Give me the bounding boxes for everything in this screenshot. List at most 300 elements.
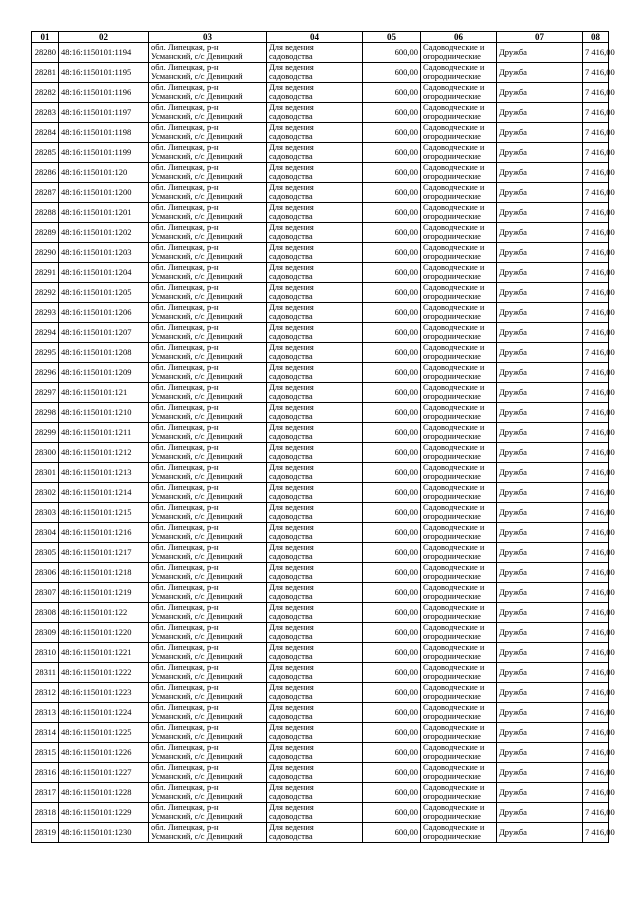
value-cell: 7 416,00 [583,723,609,743]
category-line: огороднические [423,531,481,541]
area-cell: 600,00 [363,523,421,543]
permitted-use-line: Для ведения [269,542,314,552]
row-number: 28298 [32,403,59,423]
value-cell: 7 416,00 [583,463,609,483]
name-cell: Дружба [497,83,583,103]
row-number: 28292 [32,283,59,303]
name-cell: Дружба [497,683,583,703]
value-cell: 7 416,00 [583,83,609,103]
address-line: обл. Липецкая, р-н [151,702,219,712]
row-number: 28295 [32,343,59,363]
table-row [32,823,609,843]
row-number: 28315 [32,743,59,763]
name-cell: Дружба [497,483,583,503]
column-header: 03 [149,32,267,43]
cadastral-number: 48:16:1150101:1205 [59,283,149,303]
value-cell: 7 416,00 [583,303,609,323]
address-cell [149,663,267,683]
cadastral-number: 48:16:1150101:1208 [59,343,149,363]
value-cell: 7 416,00 [583,263,609,283]
name-cell: Дружба [497,823,583,843]
address-line: Усманский, с/с Девицкий [151,571,243,581]
address-cell [149,163,267,183]
value-cell: 7 416,00 [583,343,609,363]
permitted-use-line: садоводства [269,651,313,661]
address-cell [149,483,267,503]
address-line: Усманский, с/с Девицкий [151,331,243,341]
area-cell: 600,00 [363,303,421,323]
permitted-use-line: Для ведения [269,242,314,252]
cadastral-number: 48:16:1150101:1219 [59,583,149,603]
category-line: Садоводческие и [423,462,485,472]
name-cell: Дружба [497,603,583,623]
permitted-use-cell [267,823,363,843]
permitted-use-line: садоводства [269,611,313,621]
category-line: огороднические [423,111,481,121]
category-line: Садоводческие и [423,762,485,772]
address-line: Усманский, с/с Девицкий [151,51,243,61]
permitted-use-line: Для ведения [269,562,314,572]
category-cell [421,683,497,703]
category-line: огороднические [423,51,481,61]
address-line: Усманский, с/с Девицкий [151,451,243,461]
row-number: 28313 [32,703,59,723]
name-cell: Дружба [497,383,583,403]
category-cell [421,163,497,183]
table-row [32,443,609,463]
address-line: Усманский, с/с Девицкий [151,391,243,401]
address-line: обл. Липецкая, р-н [151,102,219,112]
address-line: Усманский, с/с Девицкий [151,111,243,121]
name-cell: Дружба [497,583,583,603]
row-number: 28288 [32,203,59,223]
area-cell: 600,00 [363,543,421,563]
cadastral-number: 48:16:1150101:1210 [59,403,149,423]
name-cell: Дружба [497,203,583,223]
permitted-use-cell [267,343,363,363]
name-cell: Дружба [497,443,583,463]
category-line: огороднические [423,91,481,101]
address-line: обл. Липецкая, р-н [151,482,219,492]
address-line: Усманский, с/с Девицкий [151,371,243,381]
cadastral-number: 48:16:1150101:1209 [59,363,149,383]
value-cell: 7 416,00 [583,543,609,563]
category-cell [421,123,497,143]
category-line: Садоводческие и [423,362,485,372]
address-line: обл. Липецкая, р-н [151,542,219,552]
cadastral-number: 48:16:1150101:1213 [59,463,149,483]
table-row [32,643,609,663]
category-line: огороднические [423,751,481,761]
value-cell: 7 416,00 [583,183,609,203]
address-cell [149,123,267,143]
name-cell: Дружба [497,263,583,283]
permitted-use-cell [267,743,363,763]
area-cell: 600,00 [363,243,421,263]
address-cell [149,623,267,643]
permitted-use-cell [267,283,363,303]
value-cell: 7 416,00 [583,563,609,583]
address-cell [149,383,267,403]
table-row [32,423,609,443]
permitted-use-line: Для ведения [269,602,314,612]
cadastral-number: 48:16:1150101:1218 [59,563,149,583]
cadastral-number: 48:16:1150101:1214 [59,483,149,503]
area-cell: 600,00 [363,183,421,203]
value-cell: 7 416,00 [583,403,609,423]
area-cell: 600,00 [363,143,421,163]
cadastral-number: 48:16:1150101:1203 [59,243,149,263]
category-line: Садоводческие и [423,542,485,552]
address-line: обл. Липецкая, р-н [151,562,219,572]
category-line: Садоводческие и [423,162,485,172]
permitted-use-line: Для ведения [269,302,314,312]
category-cell [421,263,497,283]
category-cell [421,803,497,823]
area-cell: 600,00 [363,643,421,663]
permitted-use-line: Для ведения [269,522,314,532]
address-cell [149,763,267,783]
permitted-use-line: Для ведения [269,122,314,132]
address-line: обл. Липецкая, р-н [151,322,219,332]
permitted-use-cell [267,723,363,743]
row-number: 28302 [32,483,59,503]
permitted-use-line: Для ведения [269,362,314,372]
permitted-use-line: Для ведения [269,382,314,392]
category-line: огороднические [423,171,481,181]
area-cell: 600,00 [363,163,421,183]
column-header: 07 [497,32,583,43]
permitted-use-line: садоводства [269,371,313,381]
permitted-use-line: садоводства [269,291,313,301]
row-number: 28296 [32,363,59,383]
address-line: Усманский, с/с Девицкий [151,791,243,801]
value-cell: 7 416,00 [583,703,609,723]
category-cell [421,483,497,503]
permitted-use-cell [267,163,363,183]
permitted-use-cell [267,603,363,623]
area-cell: 600,00 [363,223,421,243]
category-line: Садоводческие и [423,422,485,432]
area-cell: 600,00 [363,123,421,143]
table-row [32,503,609,523]
category-line: Садоводческие и [423,342,485,352]
row-number: 28287 [32,183,59,203]
address-line: обл. Липецкая, р-н [151,222,219,232]
permitted-use-line: садоводства [269,671,313,681]
category-line: Садоводческие и [423,182,485,192]
address-line: Усманский, с/с Девицкий [151,471,243,481]
address-line: обл. Липецкая, р-н [151,122,219,132]
row-number: 28309 [32,623,59,643]
permitted-use-cell [267,543,363,563]
value-cell: 7 416,00 [583,423,609,443]
table-row [32,243,609,263]
category-cell [421,43,497,63]
category-cell [421,583,497,603]
address-line: Усманский, с/с Девицкий [151,71,243,81]
permitted-use-line: садоводства [269,231,313,241]
address-line: Усманский, с/с Девицкий [151,231,243,241]
land-plots-table [31,31,615,843]
category-line: Садоводческие и [423,42,485,52]
category-cell [421,403,497,423]
category-cell [421,203,497,223]
permitted-use-line: садоводства [269,751,313,761]
category-cell [421,663,497,683]
area-cell: 600,00 [363,503,421,523]
name-cell: Дружба [497,723,583,743]
permitted-use-line: Для ведения [269,42,314,52]
category-cell [421,463,497,483]
table-row [32,363,609,383]
row-number: 28294 [32,323,59,343]
table-row [32,683,609,703]
table-row [32,103,609,123]
value-cell: 7 416,00 [583,323,609,343]
address-cell [149,303,267,323]
name-cell: Дружба [497,223,583,243]
category-line: огороднические [423,131,481,141]
category-line: Садоводческие и [423,642,485,652]
permitted-use-line: садоводства [269,811,313,821]
category-cell [421,723,497,743]
address-line: Усманский, с/с Девицкий [151,551,243,561]
cadastral-number: 48:16:1150101:1200 [59,183,149,203]
name-cell: Дружба [497,763,583,783]
permitted-use-line: садоводства [269,311,313,321]
category-cell [421,643,497,663]
address-line: обл. Липецкая, р-н [151,722,219,732]
address-cell [149,803,267,823]
permitted-use-cell [267,503,363,523]
permitted-use-cell [267,223,363,243]
area-cell: 600,00 [363,683,421,703]
permitted-use-line: садоводства [269,131,313,141]
value-cell: 7 416,00 [583,683,609,703]
name-cell: Дружба [497,543,583,563]
permitted-use-line: Для ведения [269,722,314,732]
category-line: Садоводческие и [423,662,485,672]
address-cell [149,343,267,363]
category-line: огороднические [423,371,481,381]
category-line: Садоводческие и [423,82,485,92]
permitted-use-line: садоводства [269,191,313,201]
address-line: обл. Липецкая, р-н [151,342,219,352]
category-line: огороднические [423,571,481,581]
address-cell [149,603,267,623]
address-cell [149,563,267,583]
category-cell [421,763,497,783]
permitted-use-line: садоводства [269,251,313,261]
permitted-use-line: садоводства [269,471,313,481]
area-cell: 600,00 [363,603,421,623]
permitted-use-line: Для ведения [269,482,314,492]
address-line: Усманский, с/с Девицкий [151,831,243,841]
area-cell: 600,00 [363,323,421,343]
permitted-use-line: Для ведения [269,322,314,332]
table-row [32,463,609,483]
name-cell: Дружба [497,363,583,383]
category-line: огороднические [423,411,481,421]
area-cell: 600,00 [363,663,421,683]
permitted-use-line: садоводства [269,531,313,541]
area-cell: 600,00 [363,263,421,283]
category-cell [421,703,497,723]
area-cell: 600,00 [363,343,421,363]
category-line: огороднические [423,191,481,201]
address-cell [149,243,267,263]
cadastral-number: 48:16:1150101:1217 [59,543,149,563]
value-cell: 7 416,00 [583,363,609,383]
category-cell [421,523,497,543]
address-cell [149,523,267,543]
permitted-use-cell [267,383,363,403]
table-row [32,663,609,683]
address-line: обл. Липецкая, р-н [151,442,219,452]
address-line: обл. Липецкая, р-н [151,302,219,312]
address-line: обл. Липецкая, р-н [151,502,219,512]
address-line: обл. Липецкая, р-н [151,802,219,812]
address-line: Усманский, с/с Девицкий [151,811,243,821]
category-line: Садоводческие и [423,802,485,812]
category-line: огороднические [423,471,481,481]
cadastral-number: 48:16:1150101:1228 [59,783,149,803]
table-row [32,303,609,323]
category-line: Садоводческие и [423,442,485,452]
column-header: 05 [363,32,421,43]
category-line: Садоводческие и [423,242,485,252]
category-line: Садоводческие и [423,102,485,112]
address-line: обл. Липецкая, р-н [151,462,219,472]
value-cell: 7 416,00 [583,103,609,123]
category-line: огороднические [423,231,481,241]
permitted-use-line: садоводства [269,631,313,641]
cadastral-number: 48:16:1150101:1198 [59,123,149,143]
address-line: обл. Липецкая, р-н [151,402,219,412]
permitted-use-line: Для ведения [269,642,314,652]
permitted-use-cell [267,663,363,683]
permitted-use-cell [267,563,363,583]
permitted-use-line: садоводства [269,91,313,101]
address-line: Усманский, с/с Девицкий [151,411,243,421]
row-number: 28303 [32,503,59,523]
permitted-use-cell [267,443,363,463]
value-cell: 7 416,00 [583,583,609,603]
address-cell [149,83,267,103]
value-cell: 7 416,00 [583,643,609,663]
name-cell: Дружба [497,323,583,343]
value-cell: 7 416,00 [583,803,609,823]
value-cell: 7 416,00 [583,223,609,243]
address-line: обл. Липецкая, р-н [151,362,219,372]
cadastral-number: 48:16:1150101:1206 [59,303,149,323]
category-cell [421,503,497,523]
address-cell [149,743,267,763]
cadastral-number: 48:16:1150101:1223 [59,683,149,703]
category-line: огороднические [423,251,481,261]
register-page [31,31,615,843]
table-row [32,483,609,503]
address-line: обл. Липецкая, р-н [151,762,219,772]
value-cell: 7 416,00 [583,283,609,303]
name-cell: Дружба [497,623,583,643]
row-number: 28308 [32,603,59,623]
area-cell: 600,00 [363,63,421,83]
name-cell: Дружба [497,563,583,583]
category-line: Садоводческие и [423,402,485,412]
table-row [32,63,609,83]
address-cell [149,683,267,703]
category-cell [421,143,497,163]
address-cell [149,723,267,743]
permitted-use-cell [267,303,363,323]
cadastral-number: 48:16:1150101:1227 [59,763,149,783]
table-row [32,623,609,643]
permitted-use-cell [267,63,363,83]
address-cell [149,263,267,283]
name-cell: Дружба [497,43,583,63]
area-cell: 600,00 [363,283,421,303]
category-line: огороднические [423,651,481,661]
name-cell: Дружба [497,243,583,263]
category-line: Садоводческие и [423,262,485,272]
permitted-use-cell [267,683,363,703]
category-line: Садоводческие и [423,602,485,612]
address-line: обл. Липецкая, р-н [151,382,219,392]
value-cell: 7 416,00 [583,123,609,143]
row-number: 28293 [32,303,59,323]
address-line: Усманский, с/с Девицкий [151,771,243,781]
address-line: обл. Липецкая, р-н [151,622,219,632]
category-cell [421,743,497,763]
row-number: 28283 [32,103,59,123]
permitted-use-cell [267,783,363,803]
area-cell: 600,00 [363,43,421,63]
permitted-use-line: садоводства [269,151,313,161]
address-line: Усманский, с/с Девицкий [151,611,243,621]
address-cell [149,143,267,163]
area-cell: 600,00 [363,803,421,823]
category-cell [421,103,497,123]
table-row [32,383,609,403]
row-number: 28286 [32,163,59,183]
area-cell: 600,00 [363,723,421,743]
permitted-use-line: Для ведения [269,402,314,412]
category-line: огороднические [423,691,481,701]
permitted-use-line: садоводства [269,51,313,61]
permitted-use-line: Для ведения [269,462,314,472]
cadastral-number: 48:16:1150101:1207 [59,323,149,343]
name-cell: Дружба [497,403,583,423]
row-number: 28307 [32,583,59,603]
permitted-use-line: садоводства [269,451,313,461]
address-cell [149,643,267,663]
permitted-use-line: Для ведения [269,282,314,292]
category-line: Садоводческие и [423,482,485,492]
category-cell [421,223,497,243]
value-cell: 7 416,00 [583,243,609,263]
address-line: Усманский, с/с Девицкий [151,291,243,301]
address-line: обл. Липецкая, р-н [151,82,219,92]
name-cell: Дружба [497,523,583,543]
address-line: Усманский, с/с Девицкий [151,351,243,361]
permitted-use-line: Для ведения [269,822,314,832]
category-line: Садоводческие и [423,742,485,752]
permitted-use-line: садоводства [269,591,313,601]
address-line: Усманский, с/с Девицкий [151,211,243,221]
permitted-use-line: Для ведения [269,82,314,92]
